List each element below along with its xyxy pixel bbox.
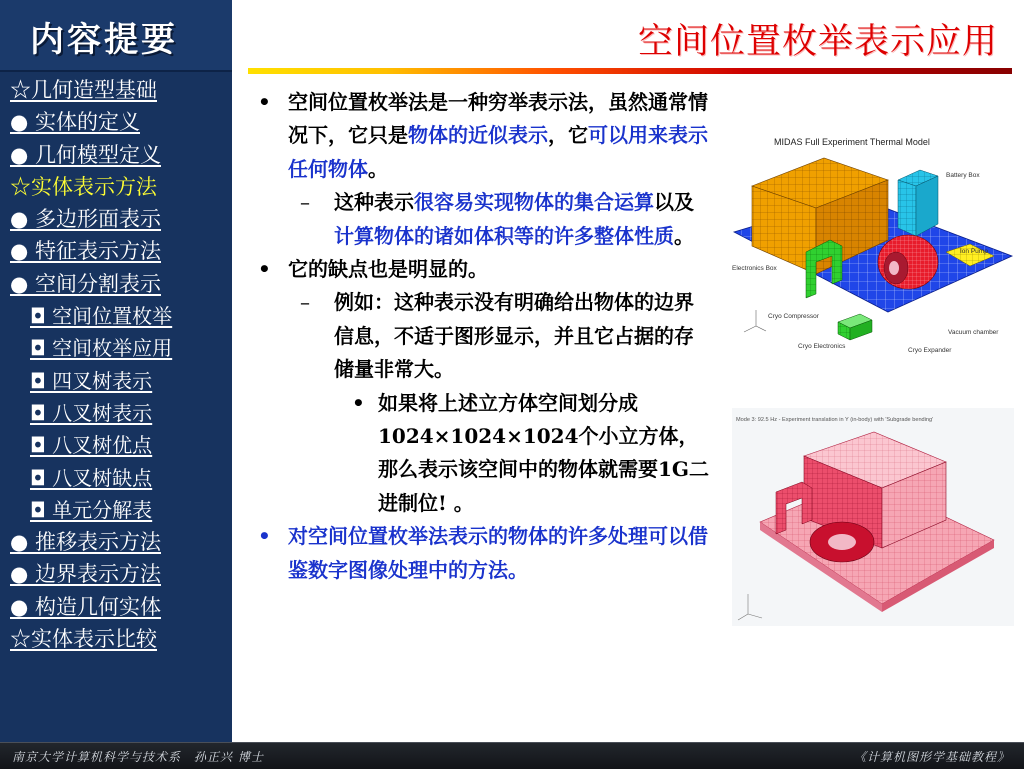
sidebar — [0, 0, 232, 742]
sidebar-item-link[interactable]: ● 实体的定义 — [10, 110, 140, 135]
label-cryo-expander: Cryo Expander — [908, 347, 952, 354]
sidebar-title: 内容提要 — [30, 20, 178, 60]
sidebar-item[interactable] — [0, 332, 232, 364]
thermal-model-figure — [732, 128, 1014, 368]
bullet-text: 以及 — [654, 190, 694, 215]
highlight-text: 很容易实现物体的集合运算 — [414, 190, 654, 215]
sidebar-item-link[interactable]: ◘ 四叉树表示 — [30, 368, 153, 393]
sidebar-item-link[interactable]: ● 多边形面表示 — [10, 207, 161, 232]
bullet-1 — [250, 86, 710, 186]
sidebar-item[interactable] — [0, 526, 232, 558]
label-cryo-electronics: Cryo Electronics — [798, 343, 846, 350]
bullet-text: 这种表示 — [334, 190, 414, 215]
sidebar-item-link[interactable]: ◘ 空间枚举应用 — [30, 336, 173, 361]
sidebar-item[interactable] — [0, 106, 232, 138]
dash-marker: – — [300, 190, 310, 215]
sidebar-item[interactable] — [0, 235, 232, 267]
sidebar-nav — [0, 74, 232, 655]
sidebar-item-link[interactable]: ● 空间分割表示 — [10, 271, 161, 296]
figure-title: MIDAS Full Experiment Thermal Model — [774, 137, 930, 147]
highlight-text: 可以用来表示任何物体 — [288, 123, 708, 181]
sidebar-item[interactable] — [0, 591, 232, 623]
mode-shape-figure — [732, 408, 1014, 626]
bullet-text: 例如：这种表示没有明确给出物体的边界信息，不适于图形显示，并且它占据的存储量非常大。 — [334, 290, 694, 382]
sidebar-item[interactable] — [0, 139, 232, 171]
sidebar-item-link[interactable]: ● 特征表示方法 — [10, 239, 161, 264]
sidebar-item-link[interactable]: ◘ 八叉树表示 — [30, 400, 153, 425]
sidebar-item-link[interactable]: ● 推移表示方法 — [10, 530, 161, 555]
sidebar-item[interactable] — [0, 171, 232, 203]
sidebar-item[interactable] — [0, 558, 232, 590]
sidebar-item-link[interactable]: ● 边界表示方法 — [10, 562, 161, 587]
bullet-text: 它的缺点也是明显的。 — [288, 257, 488, 282]
highlight-text: 计算物体的诸如体积等的许多整体性质 — [334, 223, 674, 248]
sidebar-item[interactable] — [0, 300, 232, 332]
sidebar-item[interactable] — [0, 268, 232, 300]
label-cryo-compressor: Cryo Compressor — [768, 313, 819, 320]
sidebar-item-link[interactable]: ● 构造几何实体 — [10, 594, 161, 619]
bullet-text: ，它 — [548, 123, 588, 148]
bullet-marker: • — [258, 524, 271, 549]
sidebar-item-link[interactable]: ◘ 空间位置枚举 — [30, 304, 173, 329]
battery-box — [898, 180, 916, 236]
bullet-2-1 — [250, 286, 710, 386]
label-electronics-box: Electronics Box — [732, 265, 777, 272]
sidebar-item-link[interactable]: ● 几何模型定义 — [10, 142, 161, 167]
page-title: 空间位置枚举表示应用 — [637, 22, 998, 62]
axis-triad — [738, 594, 762, 620]
bullet-text: 。 — [368, 156, 388, 181]
bullet-1-1 — [250, 186, 710, 253]
footer-book-title: 《计算机图形学基础教程》 — [853, 750, 1010, 764]
figure-caption: Mode 3: 92.5 Hz - Experiment translation in Y (in-body) with 'Subgrade bending' — [736, 417, 934, 423]
footer-author: 南京大学计算机科学与技术系 孙正兴 博士 — [12, 750, 264, 764]
sidebar-item[interactable] — [0, 74, 232, 106]
bullet-marker: • — [258, 257, 271, 282]
bullet-2 — [250, 253, 710, 286]
bullet-text: 。 — [674, 223, 694, 248]
bullet-text: 对空间位置枚举法表示的物体的许多处理可以借鉴数字图像处理中的方法。 — [288, 524, 708, 582]
title-underline — [248, 68, 1012, 74]
sidebar-item-link[interactable]: ◘ 单元分解表 — [30, 497, 153, 522]
sidebar-item[interactable] — [0, 429, 232, 461]
bullet-2-1-1 — [250, 387, 710, 521]
label-battery-box: Battery Box — [946, 172, 980, 179]
label-ion-pump: Ion Pump — [960, 248, 988, 255]
sidebar-item-link[interactable]: ☆实体表示方法 — [10, 174, 157, 199]
bullet-text: 空间位置枚举法是一种穷举表示法，虽然通常情况下，它只是 — [288, 90, 708, 148]
bullet-marker: • — [352, 390, 365, 415]
sidebar-header — [0, 0, 232, 72]
slide-content — [250, 86, 710, 587]
sidebar-item-link[interactable]: ◘ 八叉树缺点 — [30, 465, 153, 490]
sidebar-item[interactable] — [0, 623, 232, 655]
sidebar-item[interactable] — [0, 203, 232, 235]
sidebar-item-link[interactable]: ☆实体表示比较 — [10, 627, 157, 652]
sidebar-item[interactable] — [0, 494, 232, 526]
sidebar-item-link[interactable]: ☆几何造型基础 — [10, 78, 157, 102]
sidebar-item-link[interactable]: ◘ 八叉树优点 — [30, 433, 153, 458]
dash-marker: – — [300, 290, 310, 315]
slide-title-area — [638, 14, 998, 64]
footer-bar — [0, 742, 1024, 769]
label-vacuum-chamber: Vacuum chamber — [948, 329, 999, 336]
highlight-text: 物体的近似表示 — [408, 123, 548, 148]
bullet-marker: • — [258, 90, 271, 114]
bullet-3 — [250, 520, 710, 587]
bullet-text: 如果将上述立方体空间划分成1024×1024×1024个小立方体，那么表示该空间中的物体就需要1G二进制位! 。 — [378, 390, 709, 515]
sidebar-item[interactable] — [0, 365, 232, 397]
sidebar-item[interactable] — [0, 462, 232, 494]
sidebar-item[interactable] — [0, 397, 232, 429]
